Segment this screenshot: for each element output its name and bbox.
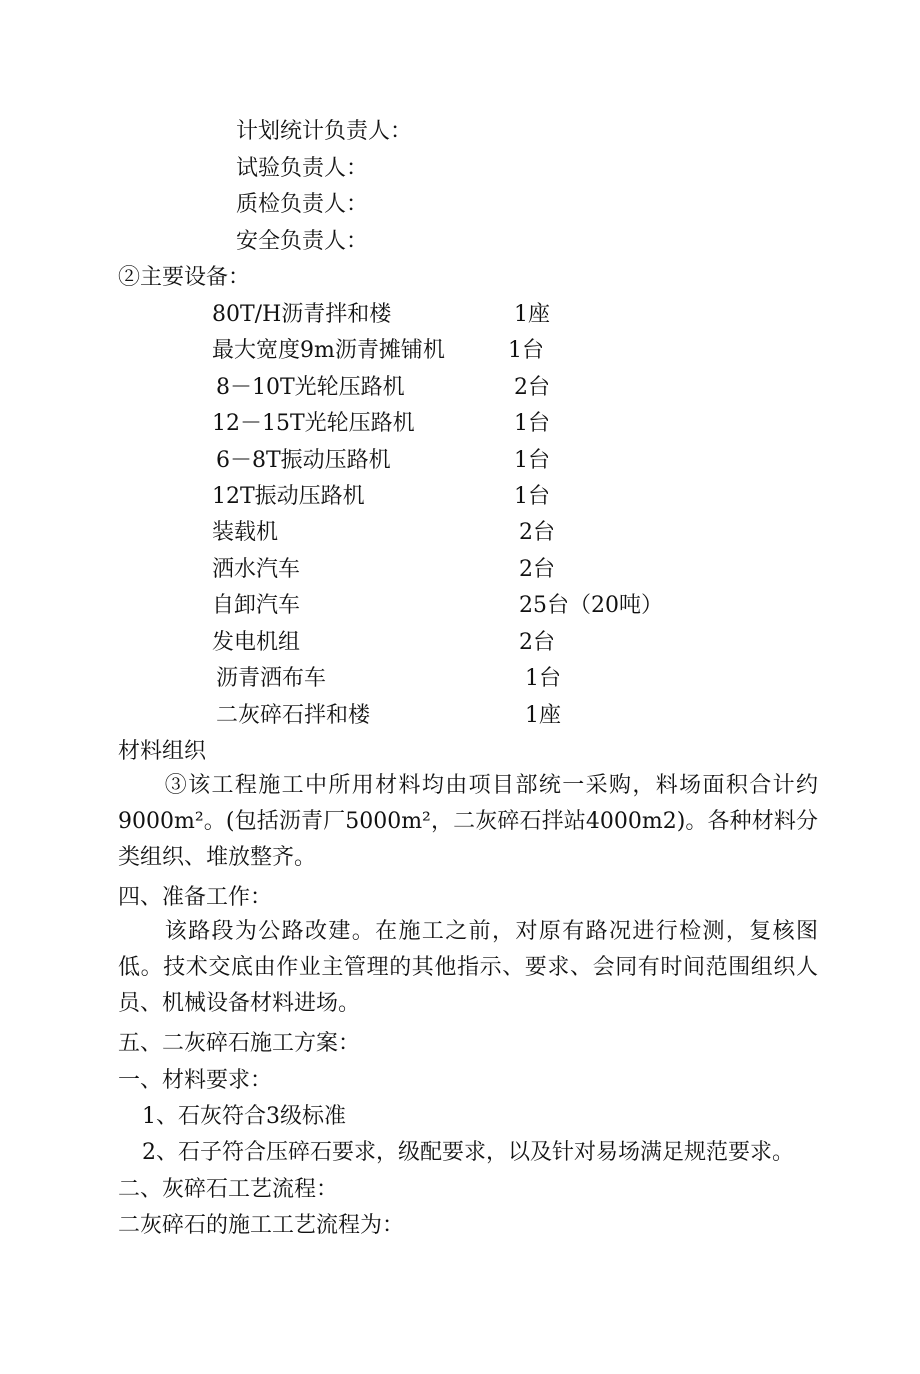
equipment-qty: 2台 xyxy=(519,557,555,582)
materials-heading: 材料组织 xyxy=(118,739,207,764)
staff-testing: 试验负责人： xyxy=(236,156,369,181)
equipment-name: 发电机组 xyxy=(212,630,301,655)
equipment-name: 最大宽度9m沥青摊铺机 xyxy=(212,338,445,363)
material-requirement-item: 2、石子符合压碎石要求，级配要求，以及针对易场满足规范要求。 xyxy=(142,1140,794,1165)
section5-heading: 五、二灰碎石施工方案： xyxy=(118,1031,361,1056)
material-requirements-heading: 一、材料要求： xyxy=(118,1068,273,1093)
equipment-qty: 1台 xyxy=(525,666,561,691)
equipment-name: 6－8T振动压路机 xyxy=(216,448,391,473)
prep-heading: 四、准备工作： xyxy=(118,885,273,910)
equipment-qty: 1台 xyxy=(514,484,550,509)
process-intro: 二灰碎石的施工工艺流程为： xyxy=(118,1213,405,1238)
staff-safety: 安全负责人： xyxy=(236,229,369,254)
equipment-heading: ②主要设备： xyxy=(118,265,251,290)
equipment-name: 12－15T光轮压路机 xyxy=(212,411,415,436)
materials-paragraph: ③该工程施工中所用材料均由项目部统一采购，料场面积合计约9000m²。(包括沥青厂5000m²，二灰碎石拌站4000m2)。各种材料分类组织、堆放整齐。 xyxy=(118,773,818,870)
equipment-qty: 2台 xyxy=(514,375,550,400)
staff-quality: 质检负责人： xyxy=(236,192,369,217)
equipment-name: 8－10T光轮压路机 xyxy=(216,375,405,400)
equipment-qty: 2台 xyxy=(519,520,555,545)
equipment-qty: 25台（20吨） xyxy=(519,593,663,618)
equipment-name: 自卸汽车 xyxy=(212,593,301,618)
equipment-qty: 1座 xyxy=(514,302,550,327)
equipment-qty: 1台 xyxy=(514,448,550,473)
equipment-qty: 1座 xyxy=(525,703,561,728)
equipment-qty: 1台 xyxy=(514,411,550,436)
process-heading: 二、灰碎石工艺流程： xyxy=(118,1177,339,1202)
equipment-name: 沥青洒布车 xyxy=(216,666,327,691)
material-requirement-item: 1、石灰符合3级标准 xyxy=(142,1104,346,1129)
staff-planning: 计划统计负责人： xyxy=(236,119,413,144)
equipment-qty: 2台 xyxy=(519,630,555,655)
prep-paragraph: 该路段为公路改建。在施工之前，对原有路况进行检测，复核图低。技术交底由作业主管理的其他指示、要求、会同有时间范围组织人员、机械设备材料进场。 xyxy=(118,919,818,1016)
equipment-name: 二灰碎石拌和楼 xyxy=(216,703,371,728)
equipment-name: 12T振动压路机 xyxy=(212,484,365,509)
equipment-name: 洒水汽车 xyxy=(212,557,301,582)
equipment-name: 80T/H沥青拌和楼 xyxy=(212,302,392,327)
equipment-name: 装载机 xyxy=(212,520,279,545)
equipment-qty: 1台 xyxy=(508,338,544,363)
